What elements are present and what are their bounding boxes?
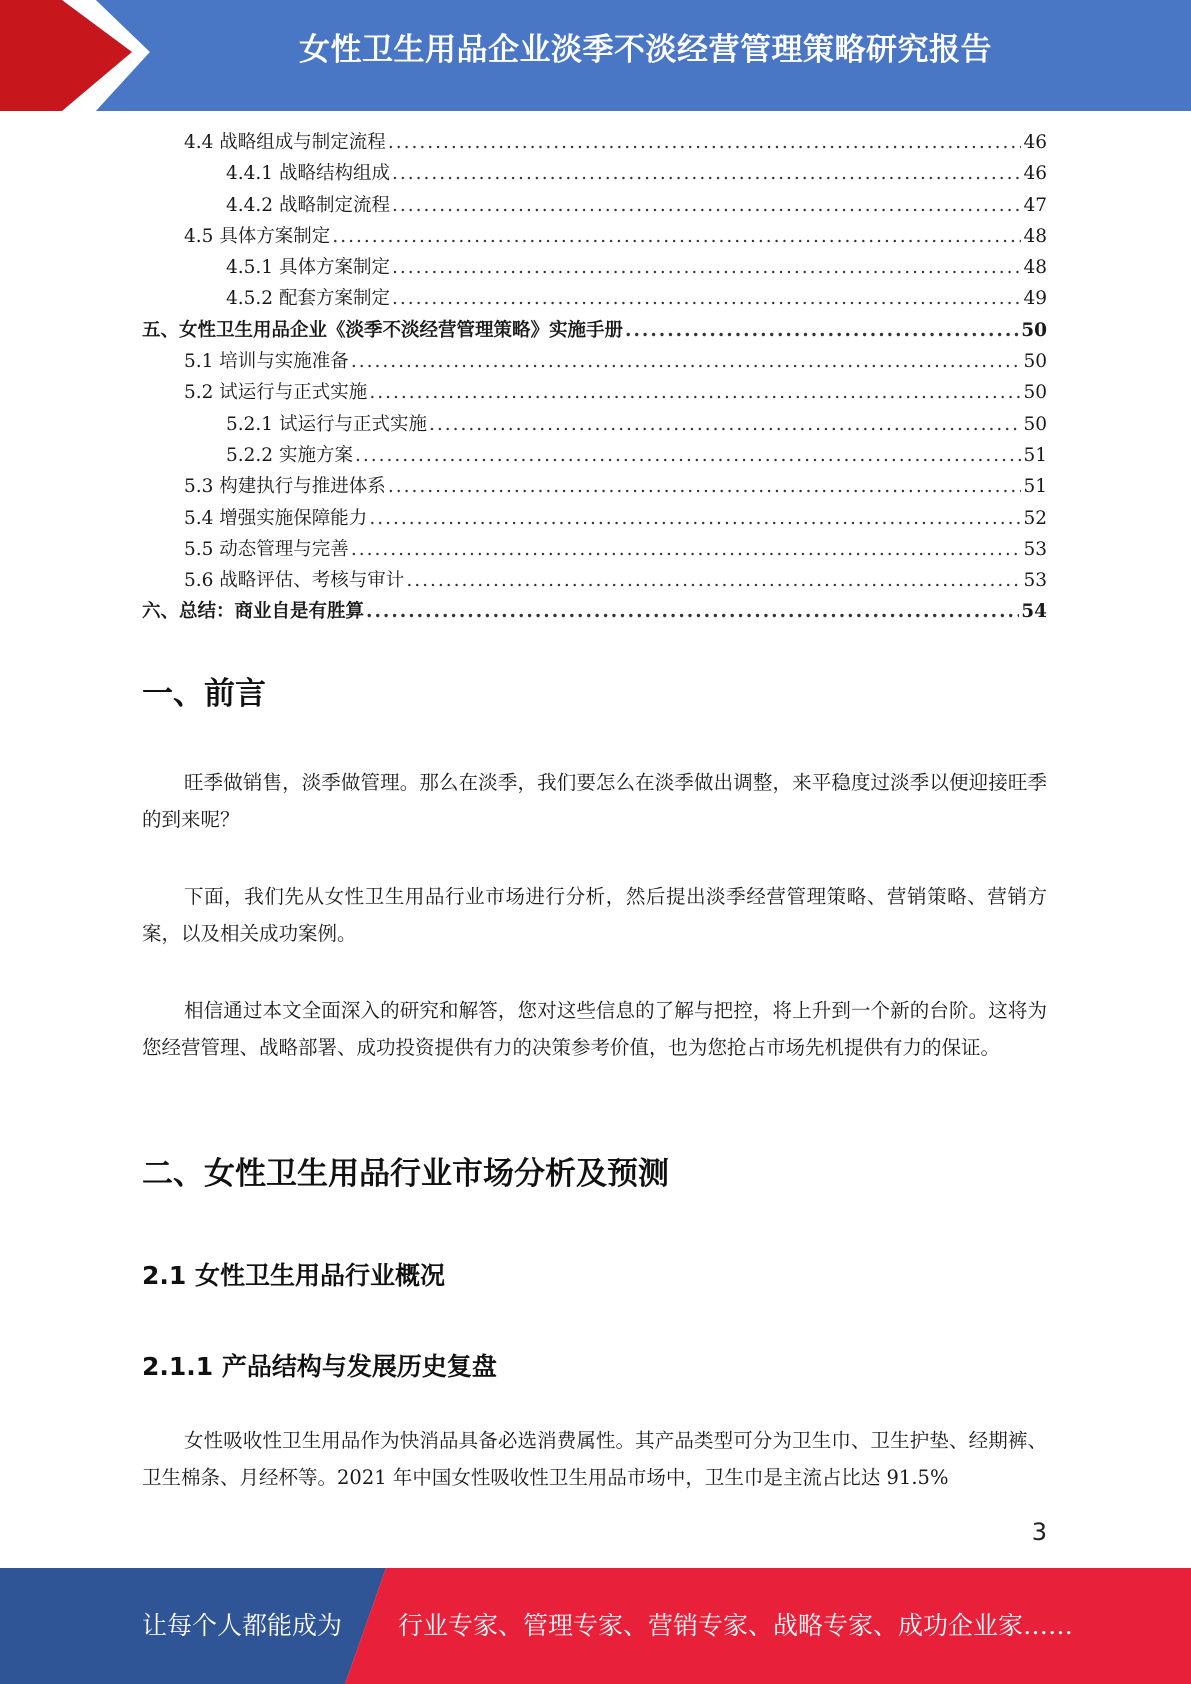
page-header bbox=[0, 0, 1191, 111]
toc-entry[interactable] bbox=[142, 566, 1047, 597]
toc-entry[interactable] bbox=[142, 128, 1047, 159]
toc-leader-dots bbox=[392, 257, 1021, 278]
preface-paragraph-3: 相信通过本文全面深入的研究和解答，您对这些信息的了解与把控，将上升到一个新的台阶。这将为您经营管理、战略部署、成功投资提供有力的决策参考价值，也为您抢占市场先机提供有力的保证。 bbox=[142, 999, 1047, 1059]
toc-entry-label: 4.5 具体方案制定 bbox=[184, 225, 331, 247]
table-of-contents bbox=[142, 128, 1047, 629]
toc-leader-dots bbox=[392, 163, 1021, 184]
toc-entry-page: 46 bbox=[1023, 132, 1047, 153]
toc-entry-page: 54 bbox=[1021, 601, 1047, 623]
toc-entry-page: 46 bbox=[1023, 163, 1047, 185]
toc-leader-dots bbox=[351, 351, 1022, 372]
toc-entry-page: 50 bbox=[1023, 351, 1047, 373]
toc-entry[interactable] bbox=[142, 378, 1047, 409]
toc-entry-page: 53 bbox=[1023, 538, 1047, 560]
toc-entry-page: 48 bbox=[1023, 257, 1047, 279]
toc-entry-label: 5.5 动态管理与完善 bbox=[184, 538, 349, 560]
toc-entry-page: 47 bbox=[1023, 194, 1047, 216]
toc-entry-label: 5.2.1 试运行与正式实施 bbox=[226, 413, 427, 435]
toc-entry[interactable] bbox=[142, 504, 1047, 535]
toc-entry-label: 4.4.2 战略制定流程 bbox=[226, 194, 390, 216]
toc-leader-dots bbox=[351, 539, 1022, 560]
toc-entry-page: 52 bbox=[1023, 507, 1047, 529]
toc-leader-dots bbox=[369, 508, 1021, 529]
toc-entry-page: 50 bbox=[1023, 382, 1047, 404]
toc-entry-page: 51 bbox=[1023, 444, 1047, 466]
section-heading-market-analysis: 二、女性卫生用品行业市场分析及预测 bbox=[142, 1156, 669, 1192]
toc-leader-dots bbox=[388, 132, 1022, 153]
toc-entry[interactable] bbox=[142, 159, 1047, 190]
toc-entry-label: 六、总结：商业自是有胜算 bbox=[142, 601, 365, 623]
toc-entry[interactable] bbox=[142, 316, 1047, 347]
toc-leader-dots bbox=[406, 570, 1021, 591]
section-heading-preface: 一、前言 bbox=[142, 676, 266, 712]
toc-entry-page: 50 bbox=[1021, 319, 1047, 341]
preface-paragraph-2: 下面，我们先从女性卫生用品行业市场进行分析，然后提出淡季经营管理策略、营销策略、营销方案，以及相关成功案例。 bbox=[142, 885, 1047, 945]
subsubsection-heading-product-structure: 2.1.1 产品结构与发展历史复盘 bbox=[142, 1352, 497, 1381]
page-footer bbox=[0, 1568, 1191, 1684]
toc-entry[interactable] bbox=[142, 222, 1047, 253]
toc-entry-label: 五、女性卫生用品企业《淡季不淡经营管理策略》实施手册 bbox=[142, 319, 624, 341]
subsection-heading-industry-overview: 2.1 女性卫生用品行业概况 bbox=[142, 1261, 445, 1290]
toc-leader-dots bbox=[366, 601, 1019, 622]
toc-entry-page: 50 bbox=[1023, 413, 1047, 435]
toc-leader-dots bbox=[429, 414, 1021, 435]
toc-entry-label: 5.6 战略评估、考核与审计 bbox=[184, 570, 405, 592]
toc-leader-dots bbox=[355, 445, 1022, 466]
toc-entry[interactable] bbox=[142, 535, 1047, 566]
toc-entry-label: 5.2.2 实施方案 bbox=[226, 444, 353, 466]
toc-entry[interactable] bbox=[142, 191, 1047, 222]
toc-entry[interactable] bbox=[142, 347, 1047, 378]
toc-entry[interactable] bbox=[142, 472, 1047, 503]
footer-slogan-right: 行业专家、管理专家、营销专家、战略专家、成功企业家…… bbox=[398, 1611, 1074, 1640]
toc-entry-label: 5.4 增强实施保障能力 bbox=[184, 507, 368, 529]
toc-entry-page: 53 bbox=[1023, 570, 1047, 592]
toc-entry-page: 51 bbox=[1023, 476, 1047, 498]
toc-entry-label: 5.2 试运行与正式实施 bbox=[184, 382, 368, 404]
toc-entry[interactable] bbox=[142, 253, 1047, 284]
toc-entry-label: 5.3 构建执行与推进体系 bbox=[184, 476, 386, 498]
page-number: 3 bbox=[1031, 1518, 1047, 1546]
toc-entry-label: 4.5.1 具体方案制定 bbox=[226, 257, 390, 279]
footer-slogan-left: 让每个人都能成为 bbox=[142, 1611, 343, 1640]
toc-entry[interactable] bbox=[142, 284, 1047, 315]
toc-entry[interactable] bbox=[142, 597, 1047, 628]
toc-leader-dots bbox=[332, 226, 1021, 247]
toc-leader-dots bbox=[392, 288, 1021, 309]
toc-entry-label: 4.4 战略组成与制定流程 bbox=[184, 132, 386, 153]
toc-entry-label: 4.5.2 配套方案制定 bbox=[226, 288, 390, 310]
toc-leader-dots bbox=[625, 320, 1019, 341]
document-title: 女性卫生用品企业淡季不淡经营管理策略研究报告 bbox=[299, 32, 992, 68]
toc-entry[interactable] bbox=[142, 410, 1047, 441]
toc-leader-dots bbox=[369, 382, 1021, 403]
preface-paragraph-1: 旺季做销售，淡季做管理。那么在淡季，我们要怎么在淡季做出调整，来平稳度过淡季以便迎接旺季的到来呢？ bbox=[142, 771, 1047, 831]
toc-leader-dots bbox=[388, 476, 1022, 497]
toc-leader-dots bbox=[392, 195, 1021, 216]
product-structure-paragraph: 女性吸收性卫生用品作为快消品具备必选消费属性。其产品类型可分为卫生巾、卫生护垫、经期裤、卫生棉条、月经杯等。2021 年中国女性吸收性卫生用品市场中，卫生巾是主流占比达 91.5% bbox=[142, 1429, 1047, 1489]
toc-entry-label: 5.1 培训与实施准备 bbox=[184, 351, 349, 373]
toc-entry[interactable] bbox=[142, 441, 1047, 472]
toc-entry-page: 48 bbox=[1023, 225, 1047, 247]
toc-entry-page: 49 bbox=[1023, 288, 1047, 310]
toc-entry-label: 4.4.1 战略结构组成 bbox=[226, 163, 390, 185]
